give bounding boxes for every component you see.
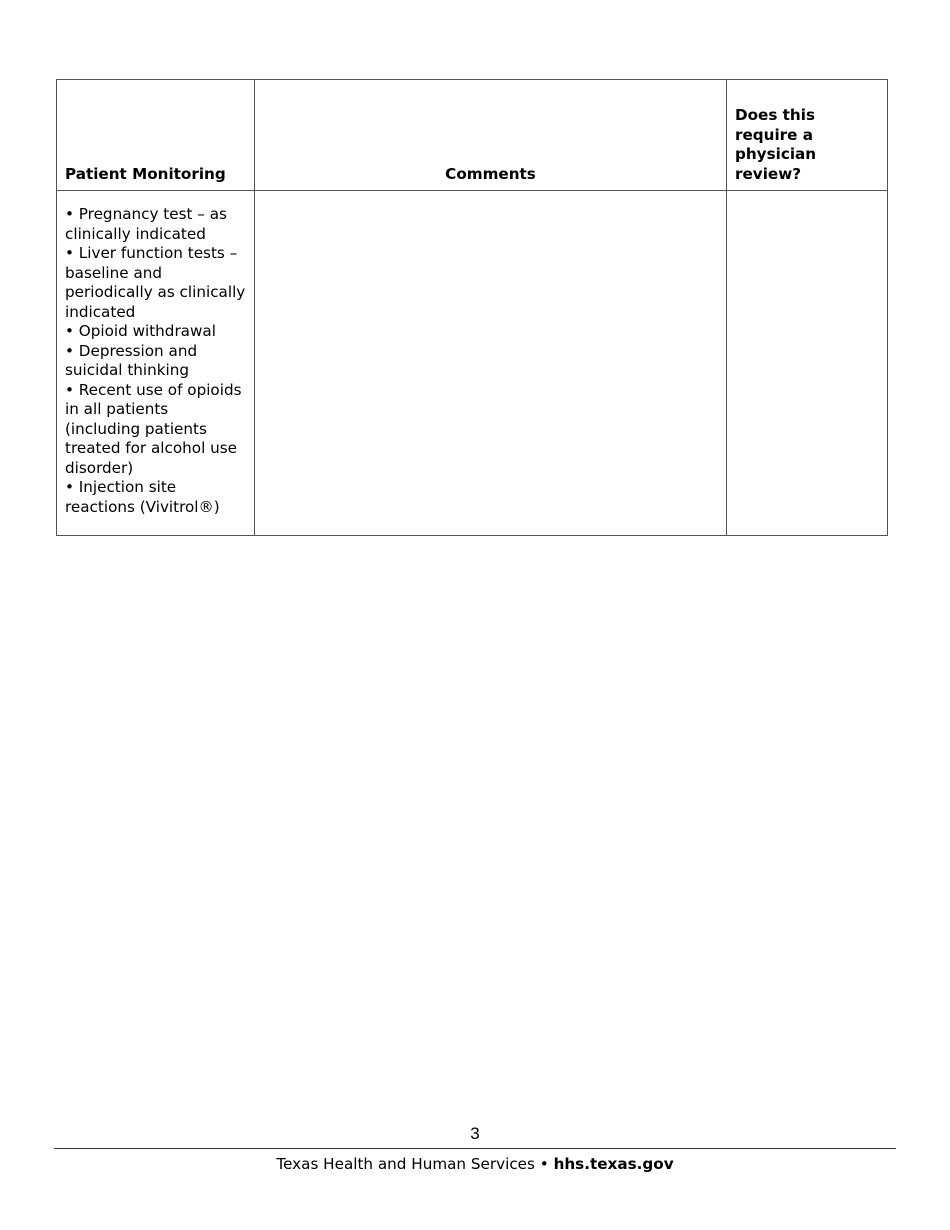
header-comments: Comments: [255, 80, 727, 191]
page-number: 3: [470, 1124, 480, 1143]
monitoring-item: • Liver function tests – baseline and periodically as clinically indicated: [65, 244, 246, 321]
table-row: [57, 191, 888, 536]
monitoring-items-cell: [57, 191, 255, 536]
comments-cell[interactable]: [255, 191, 727, 536]
physician-review-cell[interactable]: [727, 191, 888, 536]
header-physician-review-line: Does this: [735, 106, 815, 124]
header-physician-review: [727, 80, 888, 191]
header-physician-review-line: review?: [735, 164, 802, 183]
monitoring-item: • Injection site reactions (Vivitrol®): [65, 478, 220, 516]
monitoring-item: • Pregnancy test – as clinically indicated: [65, 205, 227, 243]
table-header-row: [57, 80, 888, 191]
header-patient-monitoring: Patient Monitoring: [57, 80, 255, 191]
header-physician-review-line: require a: [735, 125, 814, 144]
page-footer: [0, 1154, 950, 1174]
patient-monitoring-table: [56, 79, 888, 536]
monitoring-item: • Opioid withdrawal: [65, 322, 216, 340]
footer-org: Texas Health and Human Services: [276, 1155, 535, 1173]
footer-separator: •: [534, 1155, 554, 1173]
header-physician-review-line: physician: [735, 145, 817, 163]
footer-divider: [54, 1148, 896, 1149]
monitoring-item: • Recent use of opioids in all patients (including patients treated for alcohol use disorder): [65, 380, 242, 477]
footer-site: hhs.texas.gov: [553, 1155, 674, 1173]
monitoring-item: • Depression and suicidal thinking: [65, 341, 198, 379]
